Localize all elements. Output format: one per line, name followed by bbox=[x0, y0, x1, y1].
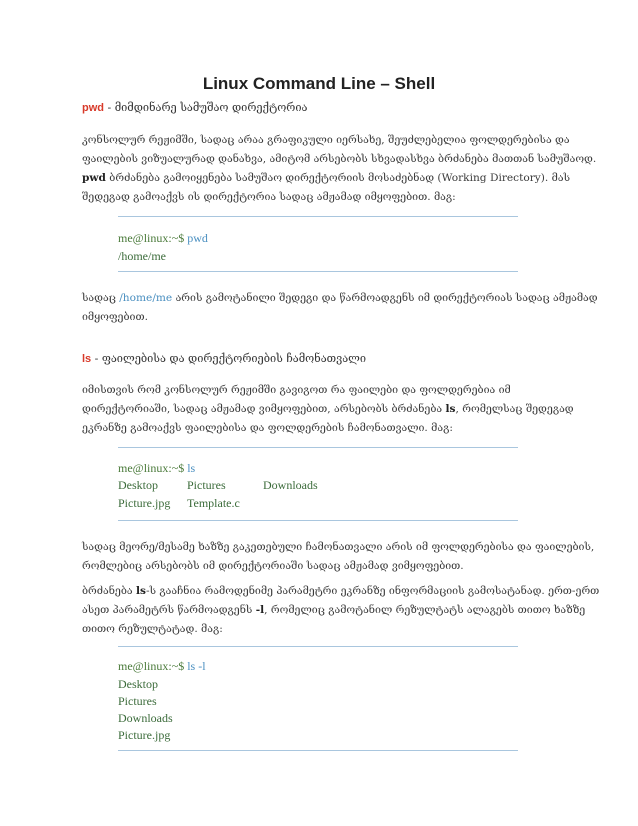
ls-l-typed-command: ls -l bbox=[184, 659, 206, 673]
pwd-code-output: /home/me bbox=[118, 249, 166, 263]
ls-expl-line-2: რომლებიც არსებობს იმ დირექტორიაში სადაც ამჟამად ვიმყოფებით. bbox=[82, 560, 464, 572]
ls-l-output-item: Pictures bbox=[118, 694, 157, 708]
ls-param-line-3: თითო რეზულტატად. მაგ: bbox=[82, 623, 223, 635]
pwd-explanation bbox=[82, 289, 598, 327]
ls-output-item: Template.c bbox=[187, 496, 240, 510]
ls-param-bold-flag: -l bbox=[255, 604, 265, 616]
pwd-desc-line-4: შედეგად გამოაქვს ის დირექტორია სადაც ამჟამად იმყოფებით. მაგ: bbox=[82, 191, 456, 203]
ls-desc-line-1: იმისთვის რომ კონსოლურ რეჟიმში გავიგოთ რა ფაილები და ფოლდერებია იმ bbox=[82, 384, 511, 396]
ls-l-output-item: Downloads bbox=[118, 711, 173, 725]
ls-desc-line-2: დირექტორიაში, სადაც ამჟამად ვიმყოფებით, არსებობს ბრძანება ls, რომელსაც შედეგად bbox=[82, 403, 574, 415]
ls-description bbox=[82, 381, 574, 438]
ls-expl-line-1: სადაც მეორე/მესამე ხაზზე გაკეთებული ჩამონათვალი არის იმ ფოლდერებისა და ფაილების, bbox=[82, 541, 595, 553]
ls-output-item: Desktop bbox=[118, 478, 158, 492]
pwd-bold-command: pwd bbox=[82, 172, 106, 184]
ls-l-output-item: Picture.jpg bbox=[118, 728, 171, 742]
page-title: Linux Command Line – Shell bbox=[202, 74, 436, 93]
pwd-desc-line-3: pwd ბრძანება გამოიყენება სამუშაო დირექტორიის მოსაძებნად (Working Directory). მას bbox=[82, 172, 571, 184]
ls-command-label: ls bbox=[82, 353, 92, 365]
pwd-code-block bbox=[118, 216, 518, 272]
pwd-heading bbox=[82, 101, 307, 114]
pwd-command-label: pwd bbox=[82, 102, 104, 114]
pwd-typed-command: pwd bbox=[184, 231, 208, 245]
ls-l-output-item: Desktop bbox=[118, 677, 158, 691]
pwd-inline-path: /home/me bbox=[119, 292, 173, 304]
pwd-code-prompt-line bbox=[118, 229, 208, 247]
ls-output-item: Downloads bbox=[263, 478, 318, 492]
ls-l-prompt: me@linux:~$ bbox=[118, 659, 185, 673]
ls-prompt: me@linux:~$ bbox=[118, 461, 185, 475]
ls-param-line-2: ასეთ პარამეტრს წარმოადგენს -l, რომელიც გამოტანილ რეზულტატს ალაგებს თითო ხაზზე bbox=[82, 604, 586, 616]
ls-explanation bbox=[82, 538, 595, 576]
pwd-expl-line-2: იმყოფებით. bbox=[82, 311, 148, 323]
pwd-desc-line-2: ფაილების ვიზუალურად დანახვა, ამიტომ არსებობს სხვადასხვა ბრძანება მათთან სამუშაოდ. bbox=[82, 153, 597, 165]
ls-param-bold-ls: ls bbox=[136, 585, 147, 597]
pwd-expl-line-1: სადაც /home/me არის გამოტანილი შედეგი და წარმოადგენს იმ დირექტორიას სადაც ამჟამად bbox=[82, 292, 598, 304]
ls-typed-command: ls bbox=[184, 461, 196, 475]
ls-param-description bbox=[82, 582, 600, 639]
ls-bold-command: ls bbox=[445, 403, 456, 415]
ls-l-code-prompt-line bbox=[118, 657, 206, 675]
ls-param-line-1: ბრძანება ls-ს გააჩნია რამოდენიმე პარამეტრი ეკრანზე ინფორმაციის გამოსატანად. ერთ-ერთ bbox=[82, 585, 600, 597]
ls-heading bbox=[82, 352, 366, 365]
ls-code-block bbox=[118, 447, 518, 521]
ls-code-prompt-line bbox=[118, 459, 195, 477]
pwd-prompt: me@linux:~$ bbox=[118, 231, 185, 245]
ls-output-item: Pictures bbox=[187, 478, 226, 492]
pwd-desc-line-1: კონსოლურ რეჟიმში, სადაც არაა გრაფიკული იერსახე, შეუძლებელია ფოლდერებისა და bbox=[82, 134, 570, 146]
ls-l-code-block bbox=[118, 646, 518, 751]
pwd-description bbox=[82, 131, 597, 207]
ls-heading-text: - ფაილებისა და დირექტორიების ჩამონათვალი bbox=[91, 352, 367, 365]
ls-output-item: Picture.jpg bbox=[118, 496, 171, 510]
ls-desc-line-3: ეკრანზე გამოაქვს ფაილებისა და ფოლდერების ჩამონათვალი. მაგ: bbox=[82, 422, 453, 434]
pwd-heading-text: - მიმდინარე სამუშაო დირექტორია bbox=[104, 101, 308, 114]
